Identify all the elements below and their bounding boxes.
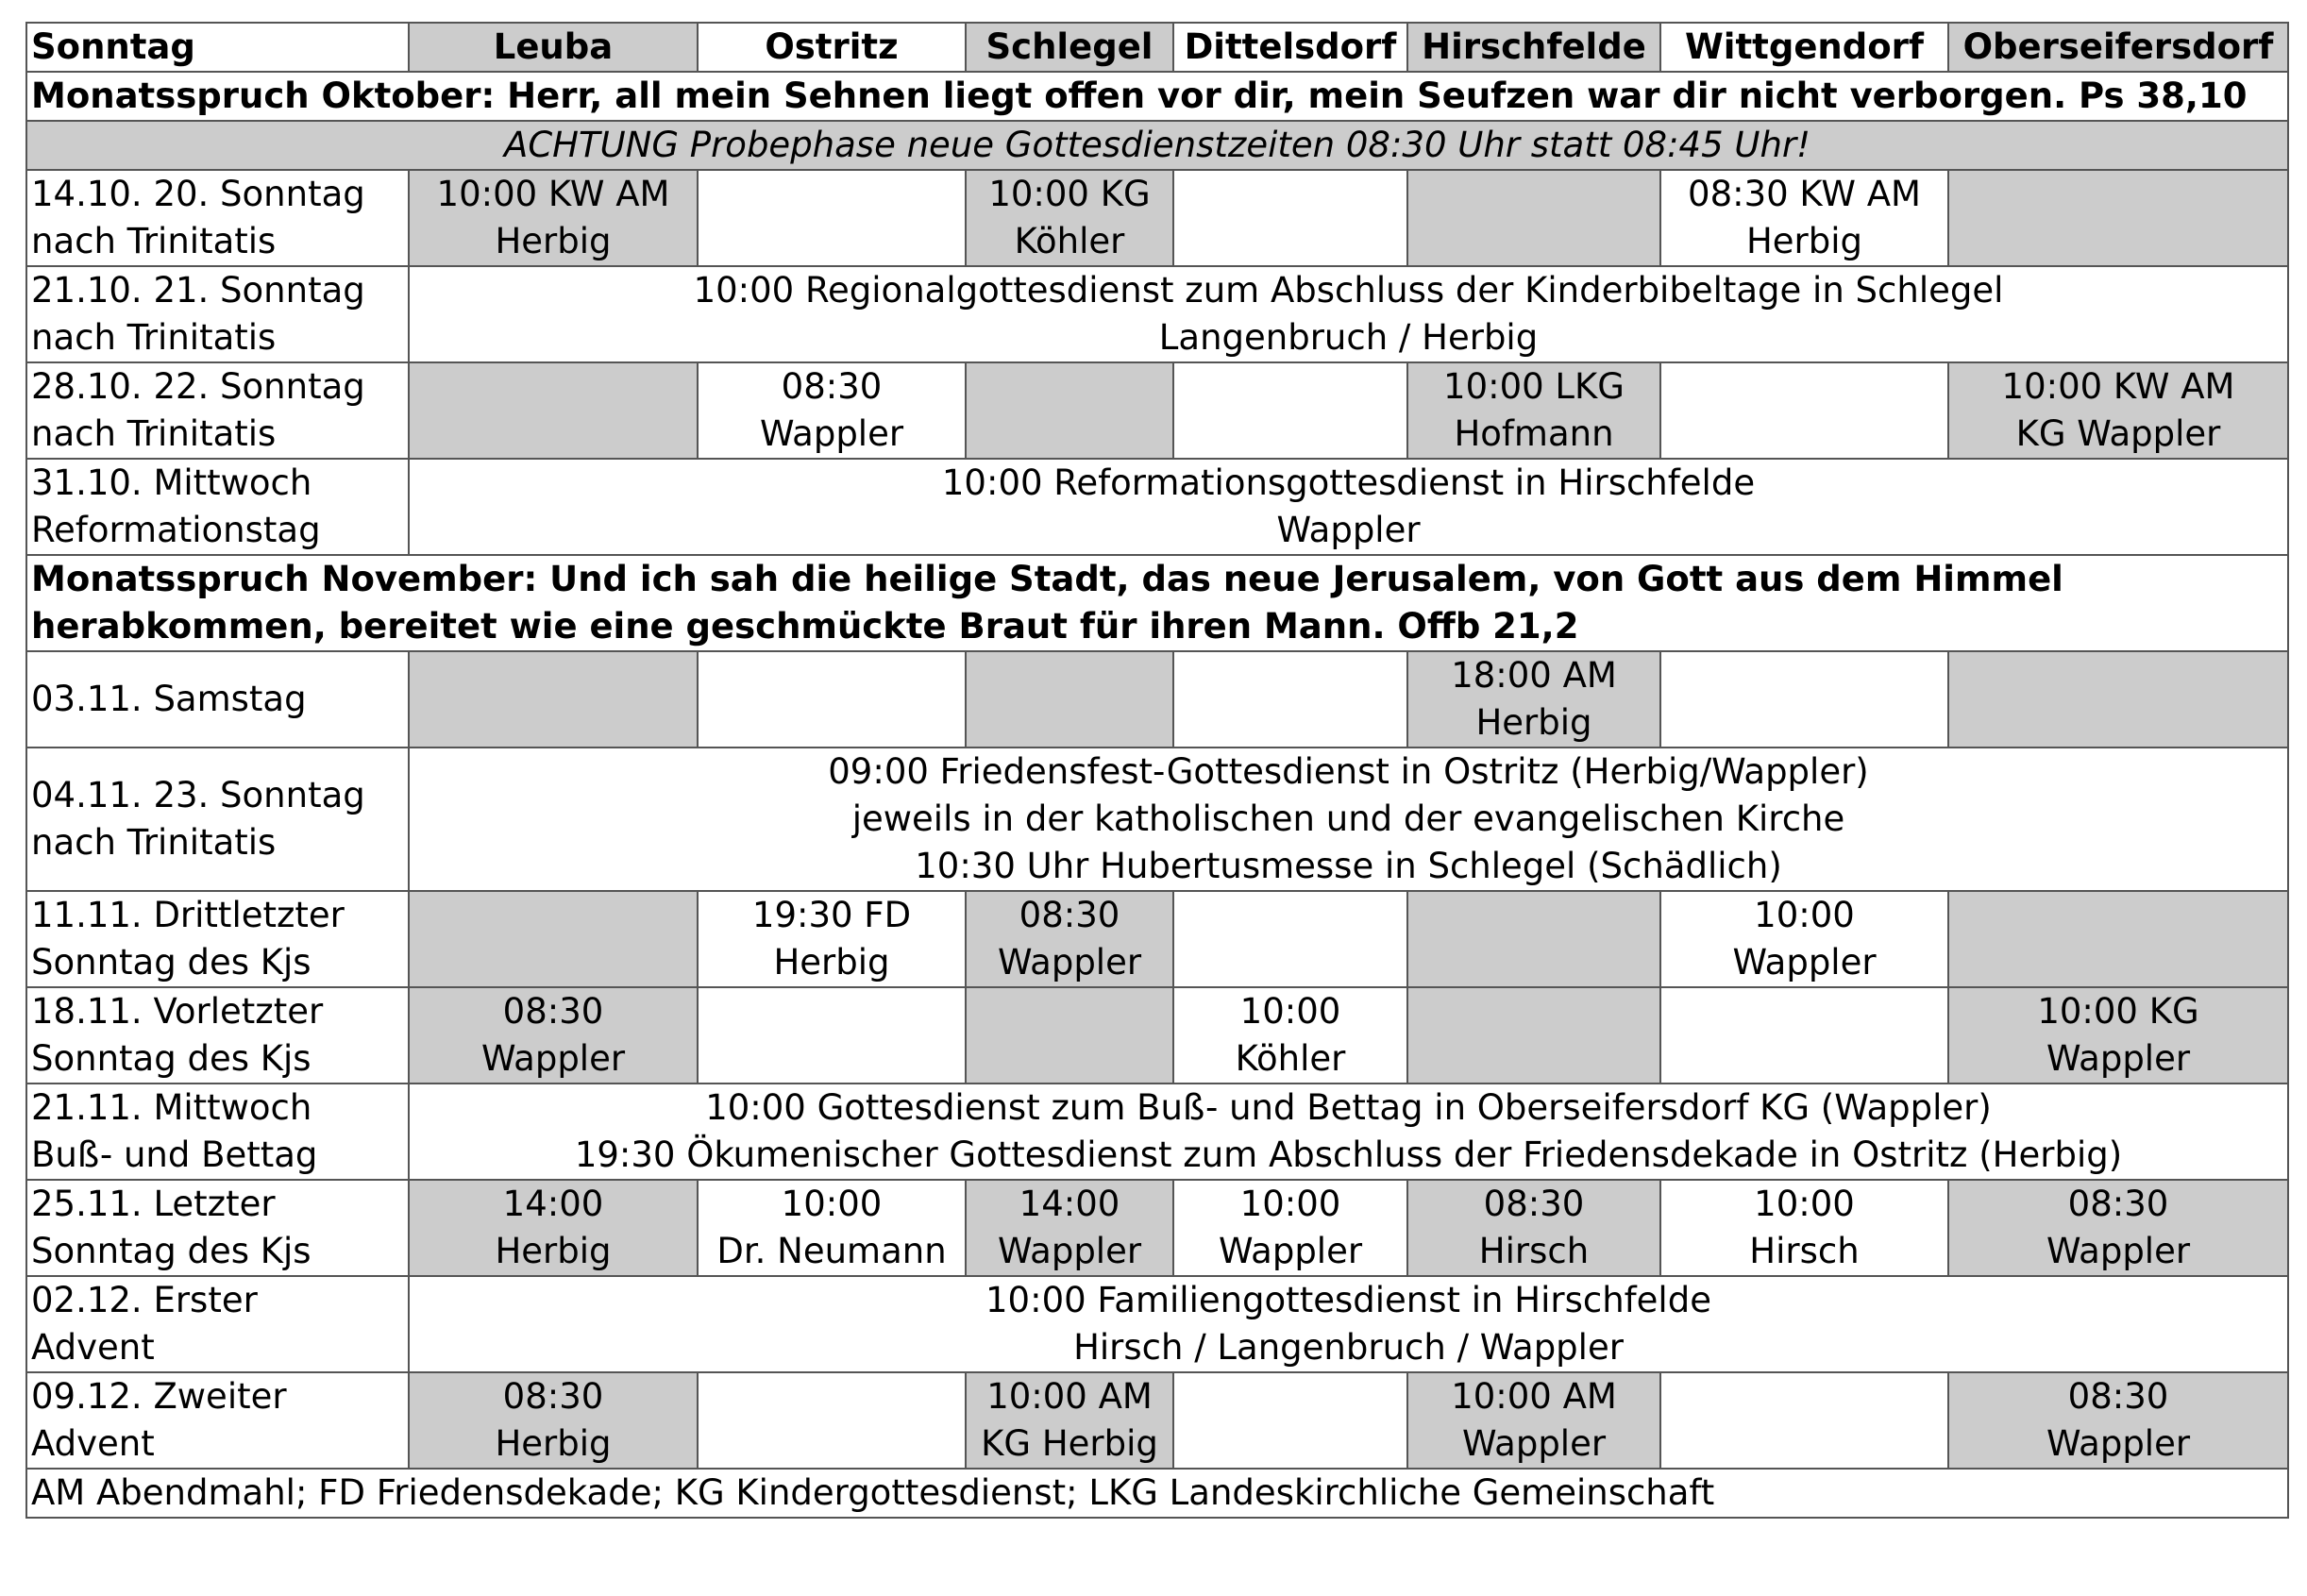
service-cell-oberseifersdorf — [1948, 891, 2288, 987]
schedule-row-span — [26, 266, 2288, 362]
schedule-row-cells — [26, 1372, 2288, 1469]
joint-service-cell — [409, 1084, 2288, 1180]
date-line: Sonntag des Kjs — [31, 942, 312, 983]
service-line: KG Wappler — [2015, 413, 2221, 454]
legend-text: AM Abendmahl; FD Friedensdekade; KG Kindergottesdienst; LKG Landeskirchliche Gemeinschaft — [26, 1469, 2288, 1518]
service-line: Wappler — [1276, 510, 1421, 550]
service-cell-leuba — [409, 1372, 698, 1469]
service-cell-dittelsdorf — [1173, 362, 1407, 459]
service-cell-hirschfelde — [1407, 362, 1660, 459]
date-line: 02.12. Erster — [31, 1280, 258, 1320]
service-cell-ostritz — [698, 1372, 966, 1469]
service-line: 08:30 — [2067, 1376, 2169, 1417]
date-line: nach Trinitatis — [31, 822, 277, 863]
date-line: Sonntag des Kjs — [31, 1038, 312, 1079]
schedule-row-cells — [26, 362, 2288, 459]
service-cell-hirschfelde — [1407, 1180, 1660, 1276]
service-line: Wappler — [2046, 1038, 2191, 1079]
schedule-row-motto — [26, 72, 2288, 121]
column-header-oberseifersdorf: Oberseifersdorf — [1948, 23, 2288, 72]
service-line: 19:30 Ökumenischer Gottesdienst zum Abschluss der Friedensdekade in Ostritz (Herbig) — [574, 1134, 2123, 1175]
service-cell-hirschfelde — [1407, 987, 1660, 1084]
header-row — [26, 23, 2288, 72]
service-cell-ostritz — [698, 1180, 966, 1276]
date-line: Buß- und Bettag — [31, 1134, 318, 1175]
service-cell-ostritz — [698, 651, 966, 748]
joint-service-cell — [409, 459, 2288, 555]
schedule-body — [26, 72, 2288, 1469]
column-header-hirschfelde: Hirschfelde — [1407, 23, 1660, 72]
service-cell-wittgendorf — [1660, 1372, 1948, 1469]
service-line: Hirsch — [1749, 1231, 1860, 1271]
service-line: jeweils in der katholischen und der evangelischen Kirche — [851, 798, 1845, 839]
date-line: 21.10. 21. Sonntag — [31, 270, 365, 311]
service-cell-ostritz — [698, 987, 966, 1084]
column-header-ostritz: Ostritz — [698, 23, 966, 72]
service-line: 08:30 — [502, 991, 604, 1032]
schedule-row-cells — [26, 987, 2288, 1084]
date-cell — [26, 459, 409, 555]
service-line: 08:30 — [781, 366, 883, 407]
service-line: 10:00 Regionalgottesdienst zum Abschluss der Kinderbibeltage in Schlegel — [693, 270, 2004, 311]
service-cell-schlegel — [966, 1180, 1173, 1276]
schedule-row-notice — [26, 121, 2288, 170]
service-cell-wittgendorf — [1660, 1180, 1948, 1276]
service-cell-oberseifersdorf — [1948, 1180, 2288, 1276]
service-cell-dittelsdorf — [1173, 891, 1407, 987]
service-cell-wittgendorf — [1660, 362, 1948, 459]
service-cell-dittelsdorf — [1173, 1372, 1407, 1469]
date-cell — [26, 891, 409, 987]
schedule-row-cells — [26, 170, 2288, 266]
service-line: 10:00 — [1239, 991, 1341, 1032]
monthly-verse: Monatsspruch November: Und ich sah die heilige Stadt, das neue Jerusalem, von Gott aus dem Himmel herabkommen, bereitet wie eine geschmückte Braut für ihren Mann. Offb 21,2 — [26, 555, 2288, 651]
service-cell-schlegel — [966, 891, 1173, 987]
service-cell-leuba — [409, 362, 698, 459]
service-line: 10:00 — [1754, 1184, 1855, 1224]
service-line: 10:00 KW AM — [436, 174, 670, 214]
schedule-row-span — [26, 459, 2288, 555]
service-line: Wappler — [997, 942, 1142, 983]
service-cell-ostritz — [698, 362, 966, 459]
date-line: nach Trinitatis — [31, 221, 277, 261]
service-cell-dittelsdorf — [1173, 651, 1407, 748]
date-line: 03.11. Samstag — [31, 679, 307, 719]
date-cell — [26, 362, 409, 459]
service-cell-hirschfelde — [1407, 891, 1660, 987]
service-cell-oberseifersdorf — [1948, 1372, 2288, 1469]
joint-service-cell — [409, 748, 2288, 891]
service-cell-wittgendorf — [1660, 891, 1948, 987]
column-header-wittgendorf: Wittgendorf — [1660, 23, 1948, 72]
schedule-row-span — [26, 1276, 2288, 1372]
service-cell-oberseifersdorf — [1948, 987, 2288, 1084]
service-line: 10:30 Uhr Hubertusmesse in Schlegel (Schädlich) — [915, 846, 1782, 886]
service-line: 10:00 LKG — [1443, 366, 1625, 407]
date-line: 21.11. Mittwoch — [31, 1087, 312, 1128]
column-header-dittelsdorf: Dittelsdorf — [1173, 23, 1407, 72]
joint-service-cell — [409, 1276, 2288, 1372]
date-line: Advent — [31, 1423, 155, 1464]
service-line: Hofmann — [1454, 413, 1614, 454]
service-line: 08:30 — [1483, 1184, 1585, 1224]
service-line: 10:00 KW AM — [2001, 366, 2235, 407]
date-cell — [26, 1276, 409, 1372]
service-line: Herbig — [773, 942, 890, 983]
service-line: 09:00 Friedensfest-Gottesdienst in Ostritz (Herbig/Wappler) — [828, 751, 1869, 792]
service-line: 10:00 Reformationsgottesdienst in Hirschfelde — [941, 462, 1756, 503]
date-line: Advent — [31, 1327, 155, 1368]
date-line: Sonntag des Kjs — [31, 1231, 312, 1271]
service-cell-oberseifersdorf — [1948, 362, 2288, 459]
service-line: 18:00 AM — [1451, 655, 1617, 696]
column-header-sonntag: Sonntag — [26, 23, 409, 72]
service-cell-schlegel — [966, 987, 1173, 1084]
date-line: 18.11. Vorletzter — [31, 991, 324, 1032]
schedule-row-cells — [26, 651, 2288, 748]
date-line: 25.11. Letzter — [31, 1184, 276, 1224]
date-cell — [26, 748, 409, 891]
service-line: Dr. Neumann — [716, 1231, 947, 1271]
service-line: Wappler — [997, 1231, 1142, 1271]
date-line: 31.10. Mittwoch — [31, 462, 312, 503]
date-cell — [26, 1084, 409, 1180]
service-line: KG Herbig — [981, 1423, 1158, 1464]
service-line: 10:00 AM — [986, 1376, 1153, 1417]
service-cell-hirschfelde — [1407, 1372, 1660, 1469]
service-cell-leuba — [409, 651, 698, 748]
service-line: Wappler — [1732, 942, 1877, 983]
notice-banner: ACHTUNG Probephase neue Gottesdienstzeiten 08:30 Uhr statt 08:45 Uhr! — [26, 121, 2288, 170]
schedule-row-cells — [26, 891, 2288, 987]
date-line: 04.11. 23. Sonntag — [31, 775, 365, 815]
service-line: Herbig — [1745, 221, 1863, 261]
service-line: Wappler — [480, 1038, 626, 1079]
service-cell-ostritz — [698, 170, 966, 266]
service-line: 14:00 — [502, 1184, 604, 1224]
date-cell — [26, 170, 409, 266]
service-cell-dittelsdorf — [1173, 1180, 1407, 1276]
service-line: Wappler — [1218, 1231, 1363, 1271]
service-cell-schlegel — [966, 1372, 1173, 1469]
date-cell — [26, 1180, 409, 1276]
service-line: Köhler — [1235, 1038, 1346, 1079]
service-cell-oberseifersdorf — [1948, 170, 2288, 266]
monthly-verse: Monatsspruch Oktober: Herr, all mein Sehnen liegt offen vor dir, mein Seufzen war dir nicht verborgen. Ps 38,10 — [26, 72, 2288, 121]
service-line: Köhler — [1014, 221, 1125, 261]
schedule-row-cells — [26, 1180, 2288, 1276]
service-cell-schlegel — [966, 362, 1173, 459]
service-schedule-table — [25, 22, 2289, 1519]
service-cell-wittgendorf — [1660, 987, 1948, 1084]
service-line: 10:00 — [1239, 1184, 1341, 1224]
date-cell — [26, 1372, 409, 1469]
service-cell-wittgendorf — [1660, 170, 1948, 266]
service-cell-leuba — [409, 1180, 698, 1276]
schedule-row-motto — [26, 555, 2288, 651]
service-line: Hirsch / Langenbruch / Wappler — [1073, 1327, 1624, 1368]
service-line: 10:00 Gottesdienst zum Buß- und Bettag in Oberseifersdorf KG (Wappler) — [705, 1087, 1992, 1128]
service-line: 10:00 KG — [2037, 991, 2199, 1032]
service-cell-wittgendorf — [1660, 651, 1948, 748]
service-line: 19:30 FD — [751, 895, 912, 935]
service-line: 08:30 KW AM — [1688, 174, 1921, 214]
service-cell-leuba — [409, 170, 698, 266]
column-header-leuba: Leuba — [409, 23, 698, 72]
date-line: nach Trinitatis — [31, 317, 277, 358]
service-line: 10:00 — [781, 1184, 883, 1224]
service-line: 10:00 — [1754, 895, 1855, 935]
legend-row — [26, 1469, 2288, 1518]
service-line: Wappler — [2046, 1231, 2191, 1271]
service-line: Langenbruch / Herbig — [1158, 317, 1539, 358]
service-line: 08:30 — [502, 1376, 604, 1417]
service-line: Wappler — [759, 413, 904, 454]
service-cell-schlegel — [966, 651, 1173, 748]
date-line: 14.10. 20. Sonntag — [31, 174, 365, 214]
date-cell — [26, 266, 409, 362]
service-line: Wappler — [1461, 1423, 1607, 1464]
service-line: 10:00 AM — [1451, 1376, 1617, 1417]
date-cell — [26, 987, 409, 1084]
service-cell-ostritz — [698, 891, 966, 987]
service-cell-leuba — [409, 987, 698, 1084]
schedule-row-span — [26, 748, 2288, 891]
service-cell-dittelsdorf — [1173, 170, 1407, 266]
service-cell-hirschfelde — [1407, 651, 1660, 748]
service-cell-hirschfelde — [1407, 170, 1660, 266]
service-line: 10:00 Familiengottesdienst in Hirschfelde — [985, 1280, 1711, 1320]
service-line: 08:30 — [2067, 1184, 2169, 1224]
date-cell — [26, 651, 409, 748]
service-line: Herbig — [495, 1423, 612, 1464]
service-line: Herbig — [495, 221, 612, 261]
service-line: Herbig — [1475, 702, 1592, 743]
date-line: 28.10. 22. Sonntag — [31, 366, 365, 407]
schedule-row-span — [26, 1084, 2288, 1180]
service-cell-schlegel — [966, 170, 1173, 266]
date-line: Reformationstag — [31, 510, 321, 550]
service-cell-oberseifersdorf — [1948, 651, 2288, 748]
service-line: Herbig — [495, 1231, 612, 1271]
service-cell-leuba — [409, 891, 698, 987]
date-line: nach Trinitatis — [31, 413, 277, 454]
service-line: 08:30 — [1019, 895, 1120, 935]
service-cell-dittelsdorf — [1173, 987, 1407, 1084]
service-line: Wappler — [2046, 1423, 2191, 1464]
service-line: 14:00 — [1019, 1184, 1120, 1224]
service-line: Hirsch — [1478, 1231, 1590, 1271]
joint-service-cell — [409, 266, 2288, 362]
column-header-schlegel: Schlegel — [966, 23, 1173, 72]
date-line: 11.11. Drittletzter — [31, 895, 345, 935]
date-line: 09.12. Zweiter — [31, 1376, 287, 1417]
service-line: 10:00 KG — [988, 174, 1151, 214]
